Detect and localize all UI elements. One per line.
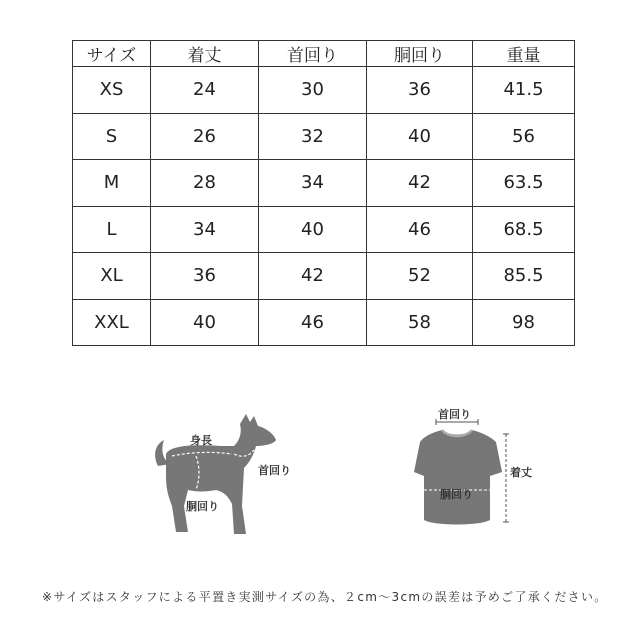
neck-cell: 46 xyxy=(259,299,367,346)
length-cell: 24 xyxy=(151,67,259,114)
table-row xyxy=(73,206,575,253)
chest-cell: 46 xyxy=(367,206,473,253)
weight-cell: 68.5 xyxy=(473,206,575,253)
length-cell: 26 xyxy=(151,113,259,160)
dog-neck-label: 首回り xyxy=(258,464,291,477)
length-cell: 34 xyxy=(151,206,259,253)
dog-measurement-diagram xyxy=(150,410,310,545)
chest-cell: 52 xyxy=(367,253,473,300)
header-weight: 重量 xyxy=(473,41,575,67)
chest-cell: 40 xyxy=(367,113,473,160)
header-size: サイズ xyxy=(73,41,151,67)
measurement-note: ※サイズはスタッフによる平置き実測サイズの為、２cm〜3cmの誤差は予めご了承ください。 xyxy=(42,590,608,604)
body-length-label: 身長 xyxy=(190,434,212,447)
header-neck: 首回り xyxy=(259,41,367,67)
dog-chest-label: 胴回り xyxy=(186,500,219,513)
size-cell: M xyxy=(73,160,151,207)
weight-cell: 98 xyxy=(473,299,575,346)
chest-cell: 42 xyxy=(367,160,473,207)
size-cell: XL xyxy=(73,253,151,300)
table-row xyxy=(73,253,575,300)
size-cell: XS xyxy=(73,67,151,114)
size-cell: S xyxy=(73,113,151,160)
length-cell: 36 xyxy=(151,253,259,300)
weight-cell: 41.5 xyxy=(473,67,575,114)
neck-cell: 30 xyxy=(259,67,367,114)
header-length: 着丈 xyxy=(151,41,259,67)
length-cell: 40 xyxy=(151,299,259,346)
size-cell: L xyxy=(73,206,151,253)
size-chart-table xyxy=(72,40,575,346)
neck-cell: 34 xyxy=(259,160,367,207)
table-header-row xyxy=(73,41,575,67)
table-row xyxy=(73,299,575,346)
neck-cell: 32 xyxy=(259,113,367,160)
shirt-measurement-diagram xyxy=(410,402,560,542)
weight-cell: 63.5 xyxy=(473,160,575,207)
chest-cell: 58 xyxy=(367,299,473,346)
neck-cell: 40 xyxy=(259,206,367,253)
neck-cell: 42 xyxy=(259,253,367,300)
shirt-chest-label: 胴回り xyxy=(440,488,473,501)
header-chest: 胴回り xyxy=(367,41,473,67)
chest-cell: 36 xyxy=(367,67,473,114)
shirt-silhouette-icon xyxy=(410,402,560,542)
size-cell: XXL xyxy=(73,299,151,346)
table-row xyxy=(73,67,575,114)
shirt-neck-label: 首回り xyxy=(438,408,471,421)
table-row xyxy=(73,113,575,160)
table-row xyxy=(73,160,575,207)
weight-cell: 85.5 xyxy=(473,253,575,300)
weight-cell: 56 xyxy=(473,113,575,160)
length-cell: 28 xyxy=(151,160,259,207)
shirt-length-label: 着丈 xyxy=(510,466,532,479)
